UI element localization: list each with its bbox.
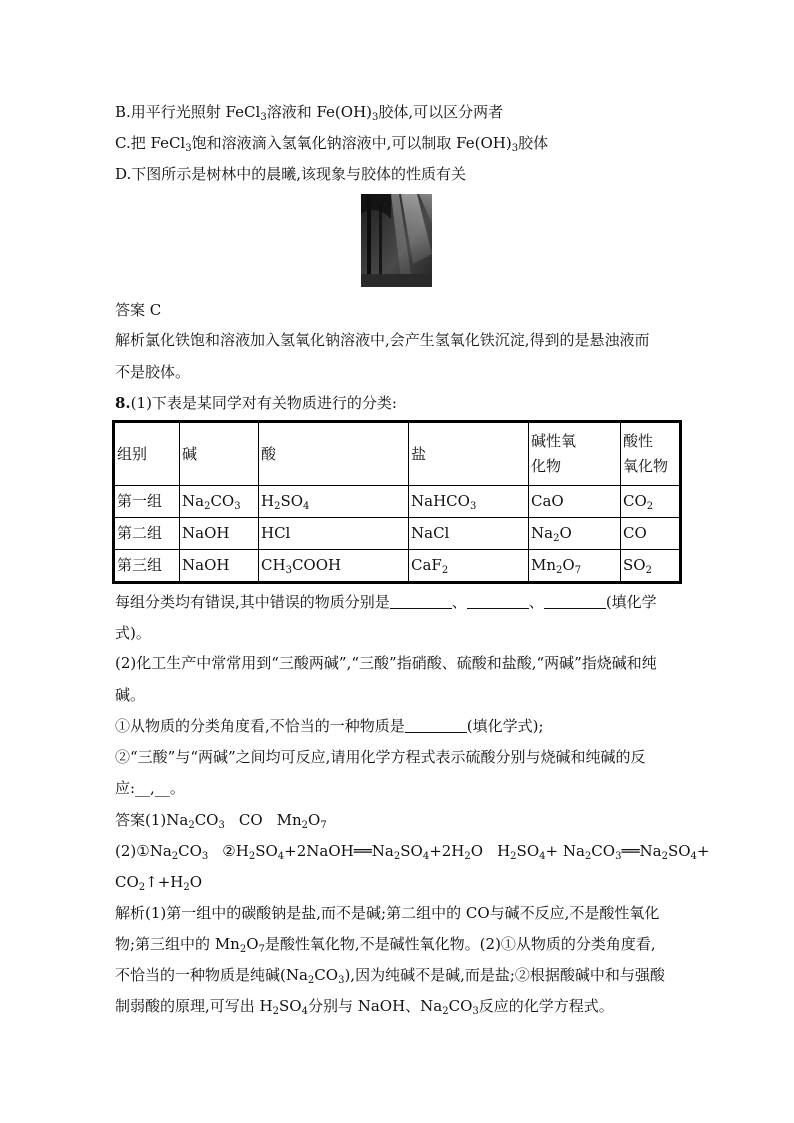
forest-morning-light-image xyxy=(361,194,432,287)
answer-blank-1[interactable] xyxy=(390,594,452,609)
option-c: C.把 FeCl$_3$饱和溶液滴入氢氧化钠溶液中,可以制取 $Fe(OH)_3$胶体 xyxy=(115,134,549,154)
table-cell: 第一组 xyxy=(114,486,180,518)
analysis-7-line-1: 解析氯化铁饱和溶液加入氢氧化钠溶液中,会产生氢氧化铁沉淀,得到的是悬浊液而 xyxy=(115,331,650,349)
table-row xyxy=(114,486,681,518)
table-cell: $H_2SO_4$ xyxy=(259,486,409,518)
table-cell: CaO xyxy=(529,486,621,518)
q8-1-prompt: 每组分类均有错误,其中错误的物质分别是 、 、 (填化学 xyxy=(115,593,657,611)
table-cell: $Na_2O$ xyxy=(529,518,621,550)
table-cell: NaCl xyxy=(409,518,529,550)
table-cell: NaOH xyxy=(180,518,259,550)
table-cell: 第三组 xyxy=(114,550,180,583)
table-cell: NaOH xyxy=(180,550,259,583)
table-cell: $Mn_2O_7$ xyxy=(529,550,621,583)
answer-blank-2[interactable] xyxy=(467,594,529,609)
table-cell: 第二组 xyxy=(114,518,180,550)
analysis-8-line-4: 制弱酸的原理,可写出 $H_2SO_4$分别与 NaOH、$Na_2CO_3$反应的化学方程式。 xyxy=(115,997,614,1017)
question-number: 8. xyxy=(115,394,131,412)
q8-2-line-2: 碱。 xyxy=(115,686,146,704)
header-basic-oxide: 碱性氧 化物 xyxy=(529,422,621,486)
answer-8-line-2: $(2)①Na_2CO_3$ $②H_2SO_4+2NaOH══Na_2SO_4+2H_2O$ $H_2SO_4+$ $Na_2CO_3══Na_2SO_4+$ xyxy=(115,842,710,862)
table-cell: CaF$_2$ xyxy=(409,550,529,583)
header-acidic-oxide: 酸性 氧化物 xyxy=(621,422,681,486)
header-salt: 盐 xyxy=(409,422,529,486)
analysis-8-line-3: 不恰当的一种物质是纯碱$(Na_2CO_3)$,因为纯碱不是碱,而是盐;②根据酸碱中和与强酸 xyxy=(115,966,665,986)
option-d: D.下图所示是树林中的晨曦,该现象与胶体的性质有关 xyxy=(115,165,467,183)
table-cell: $CO_2$ xyxy=(621,486,681,518)
table-row xyxy=(114,518,681,550)
q8-2b-line-1: ②“三酸”与“两碱”之间均可反应,请用化学方程式表示硫酸分别与烧碱和纯碱的反 xyxy=(115,748,646,766)
answer-blank-3[interactable] xyxy=(544,594,606,609)
table-cell: $CH_3COOH$ xyxy=(259,550,409,583)
q8-2-line-1: (2)化工生产中常常用到“三酸两碱”,“三酸”指硝酸、硫酸和盐酸,“两碱”指烧碱和纯 xyxy=(115,654,657,672)
question-8-title: 8.(1)下表是某同学对有关物质进行的分类: xyxy=(115,394,397,412)
header-base: 碱 xyxy=(180,422,259,486)
q8-2b-line-2: 应:__,__。 xyxy=(115,779,185,797)
table-cell: CO xyxy=(621,518,681,550)
analysis-7-line-2: 不是胶体。 xyxy=(115,363,191,381)
header-group: 组别 xyxy=(114,422,180,486)
answer-8-line-3: $CO_2↑+H_2O$ xyxy=(115,873,203,893)
option-b: B.用平行光照射 FeCl$_3$溶液和 $Fe(OH)_3$胶体,可以区分两者 xyxy=(115,103,504,123)
header-acid: 酸 xyxy=(259,422,409,486)
table-cell: $Na_2CO_3$ xyxy=(180,486,259,518)
table-cell: $SO_2$ xyxy=(621,550,681,583)
table-cell: NaHCO$_3$ xyxy=(409,486,529,518)
table-header-row xyxy=(114,422,681,486)
q8-2a: ①从物质的分类角度看,不恰当的一种物质是 (填化学式); xyxy=(115,717,544,735)
q8-1-prompt-line-2: 式)。 xyxy=(115,624,151,642)
answer-blank-4[interactable] xyxy=(405,718,467,733)
analysis-8-line-2: 物;第三组中的 $Mn_2O_7$是酸性氧化物,不是碱性氧化物。(2)①从物质的分类角度看, xyxy=(115,935,656,955)
answer-8-line-1: 答案$(1)Na_2CO_3$ CO $Mn_2O_7$ xyxy=(115,811,327,831)
analysis-8-line-1: 解析(1)第一组中的碳酸钠是盐,而不是碱;第二组中的 CO与碱不反应,不是酸性氧化 xyxy=(115,904,660,922)
classification-table xyxy=(112,420,682,584)
answer-7: 答案 C xyxy=(115,301,162,319)
table-row xyxy=(114,550,681,583)
table-cell: HCl xyxy=(259,518,409,550)
